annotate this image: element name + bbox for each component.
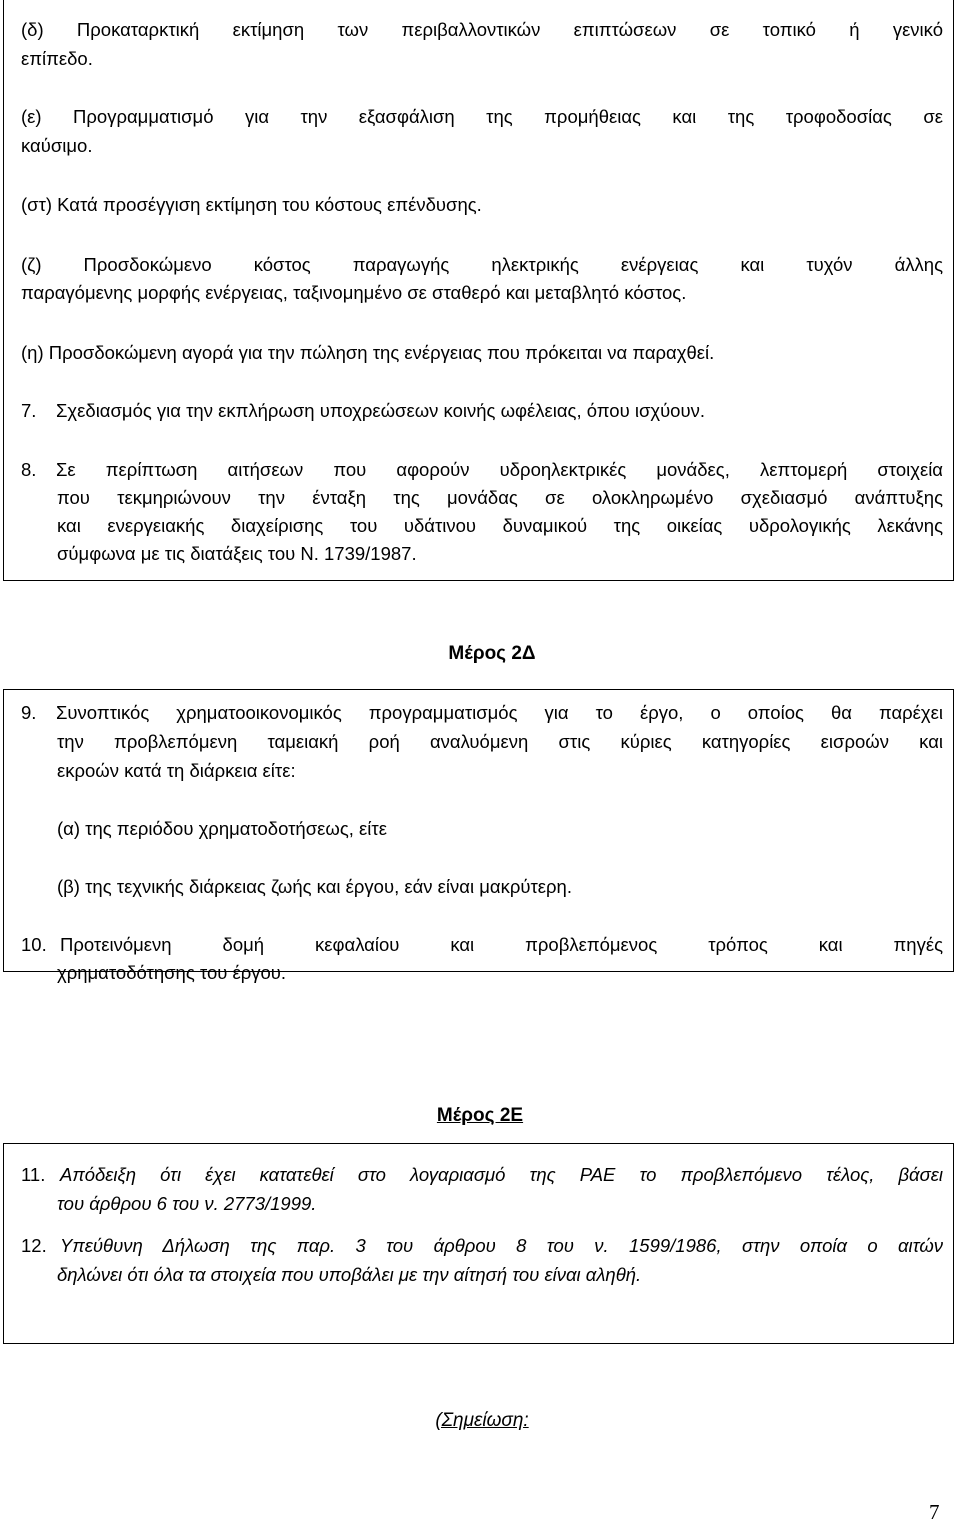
item-9-number: 9. (21, 702, 37, 723)
item-8-number: 8. (21, 459, 37, 480)
item-10-line-1 (21, 930, 943, 960)
section-box-2 (3, 689, 954, 983)
item-7-text: Σχεδιασμός για την εκπλήρωση υποχρεώσεων κοινής ωφέλειας, όπου ισχύουν. (56, 400, 705, 421)
item-8-text-1: Σε περίπτωση αιτήσεων που αφορούν υδροηλεκτρικές μονάδες, λεπτομερή στοιχεία (56, 459, 943, 480)
page-number: 7 (929, 1500, 940, 1524)
item-12-text-1: Υπεύθυνη Δήλωση της παρ. 3 του άρθρου 8 του ν. 1599/1986, στην οποία ο αιτών (60, 1235, 943, 1256)
item-10-number: 10. (21, 934, 47, 955)
item-9-line-3: εκροών κατά τη διάρκεια είτε: (57, 760, 296, 781)
item-a-line: (α) της περιόδου χρηματοδοτήσεως, είτε (57, 818, 387, 839)
item-9-text-1: Συνοπτικός χρηματοοικονομικός προγραμματισμός για το έργο, ο οποίος θα παρέχει (56, 702, 943, 723)
note-label: (Σημείωση: (435, 1410, 529, 1431)
item-8-line-1 (21, 455, 943, 485)
item-10-line-2: χρηματοδότησης του έργου. (57, 962, 287, 983)
item-12-line-1 (21, 1231, 943, 1261)
item-12-line-2: δηλώνει ότι όλα τα στοιχεία που υποβάλει με την αίτησή του είναι αληθή. (57, 1264, 642, 1285)
section-box-1 (3, 0, 954, 581)
item-11-number: 11. (21, 1164, 46, 1185)
item-st-line: (στ) Κατά προσέγγιση εκτίμηση του κόστους επένδυσης. (21, 194, 482, 215)
item-8-line-2: που τεκμηριώνουν την ένταξη της μονάδας σε ολοκληρωμένο σχεδιασμό ανάπτυξης (57, 487, 943, 508)
item-12-number: 12. (21, 1235, 47, 1256)
heading-part-2e: Μέρος 2Ε (436, 1105, 524, 1126)
item-10-text-1: Προτεινόμενη δομή κεφαλαίου και προβλεπόμενος τρόπος και πηγές (60, 934, 943, 955)
item-d-line-1: (δ) Προκαταρκτική εκτίμηση των περιβαλλοντικών επιπτώσεων σε τοπικό ή γενικό (21, 19, 943, 40)
item-8-line-4: σύμφωνα με τις διατάξεις του Ν. 1739/1987. (57, 543, 417, 564)
item-z-line-1: (ζ) Προσδοκώμενο κόστος παραγωγής ηλεκτρικής ενέργειας και τυχόν άλλης (21, 254, 943, 275)
item-z-line-2: παραγόμενης μορφής ενέργειας, ταξινομημένο σε σταθερό και μεταβλητό κόστος. (21, 282, 687, 303)
item-b-line: (β) της τεχνικής διάρκειας ζωής και έργου, εάν είναι μακρύτερη. (57, 876, 572, 897)
item-11-line-2: του άρθρου 6 του ν. 2773/1999. (57, 1193, 317, 1214)
item-11-line-1 (21, 1160, 943, 1190)
section-box-3 (3, 1143, 954, 1344)
item-8-line-3: και ενεργειακής διαχείρισης του υδάτινου δυναμικού της οικείας υδρολογικής λεκάνης (57, 515, 943, 536)
item-7 (21, 396, 943, 426)
item-d-line-2: επίπεδο. (21, 48, 93, 69)
item-7-number: 7. (21, 400, 37, 421)
item-h-line: (η) Προσδοκώμενη αγορά για την πώληση της ενέργειας που πρόκειται να παραχθεί. (21, 342, 715, 363)
heading-part-2d: Μέρος 2Δ (448, 643, 536, 664)
item-9-line-1 (21, 698, 943, 728)
item-11-text-1: Απόδειξη ότι έχει κατατεθεί στο λογαριασμό της ΡΑΕ το προβλεπόμενο τέλος, βάσει (60, 1164, 943, 1185)
item-e-line-2: καύσιμο. (21, 135, 93, 156)
item-9-line-2: την προβλεπόμενη ταμειακή ροή αναλυόμενη στις κύριες κατηγορίες εισροών και (57, 731, 943, 752)
item-e-line-1: (ε) Προγραμματισμό για την εξασφάλιση της προμήθειας και της τροφοδοσίας σε (21, 106, 943, 127)
